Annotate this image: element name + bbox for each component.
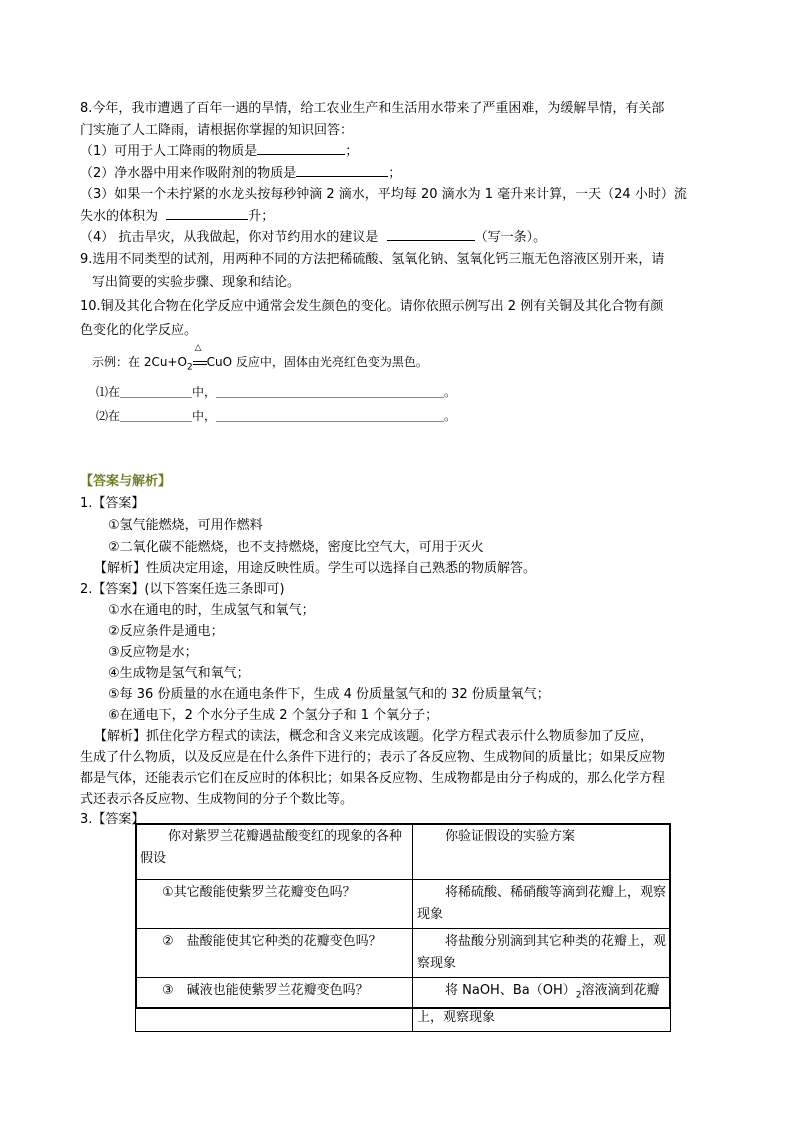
heat-triangle-icon: △ <box>194 343 202 353</box>
q8-part-4 <box>80 226 546 245</box>
table-cell-plan-3-a: 将 NaOH、Ba（OH） <box>445 983 576 998</box>
answer-2-item-6: ⑥在通电下，2 个水分子生成 2 个氢分子和 1 个氧分子； <box>108 708 439 723</box>
answer-2-item-2: ②反应条件是通电； <box>108 624 224 639</box>
answer-1-item-2: ②二氧化碳不能燃烧，也不支持燃烧，密度比空气大，可用于灭火 <box>108 540 484 555</box>
table-cell-hypothesis-2: ② 盐酸能使其它种类的花瓣变色吗？ <box>136 929 413 978</box>
q10-answer-2: ⑵在＿＿＿＿＿＿中，＿＿＿＿＿＿＿＿＿＿＿＿＿＿＿＿＿＿＿。 <box>96 409 457 423</box>
table-cell-hypothesis-1: ①其它酸能使紫罗兰花瓣变色吗？ <box>136 880 413 929</box>
answer-3-head: 3.【答案】 <box>80 812 145 827</box>
table-row <box>136 929 671 978</box>
table-cell-hypothesis-3: ③ 碱液也能使紫罗兰花瓣变色吗？ <box>136 978 413 1032</box>
q8-part-3b-end: 升； <box>248 209 275 224</box>
table-row <box>136 978 671 1032</box>
q8-part-3a: （3）如果一个未拧紧的水龙头按每秒钟滴 2 滴水，平均每 20 滴水为 1 毫升来计算，一天（24 小时）流 <box>80 187 687 202</box>
table-row <box>136 880 671 929</box>
table-cell-plan-3-b: 溶液滴到花瓣上，观察现象 <box>417 983 660 1025</box>
q9-line-2: 写出简要的实验步骤、现象和结论。 <box>92 275 301 290</box>
table-header-row <box>136 824 671 880</box>
q8-blank-2[interactable] <box>296 163 388 177</box>
hypothesis-table <box>135 823 671 1032</box>
q8-part-1-text: （1）可用于人工降雨的物质是 <box>80 144 258 159</box>
q8-line-1: 8.今年，我市遭遇了百年一遇的旱情，给工农业生产和生活用水带来了严重困难，为缓解旱情，有关部 <box>80 101 665 116</box>
q10-answer-1: ⑴在＿＿＿＿＿＿中，＿＿＿＿＿＿＿＿＿＿＿＿＿＿＿＿＿＿＿。 <box>96 385 457 399</box>
q8-part-3b-text: 失水的体积为 <box>80 209 159 224</box>
q8-part-1-end: ； <box>345 144 359 159</box>
q10-line-1: 10.铜及其化合物在化学反应中通常会发生颜色的变化。请你依照示例写出 2 例有关铜及其化合物有颜 <box>80 299 664 314</box>
q10-example-text-a: 示例：在 2Cu+O <box>92 355 187 369</box>
answer-2-item-4: ④生成物是氢气和氧气； <box>108 666 250 681</box>
table-cell-plan-3 <box>413 978 671 1032</box>
table-cell-plan-1: 将稀硫酸、稀硝酸等滴到花瓣上，观察现象 <box>413 880 671 929</box>
answer-2-analysis-1: 【解析】抓住化学方程式的读法，概念和含义来完成该题。化学方程式表示什么物质参加了反应， <box>94 729 654 744</box>
q8-line-2: 门实施了人工降雨，请根据你掌握的知识回答： <box>80 123 354 138</box>
answer-2-analysis-3: 都是气体，还能表示它们在反应时的体积比；如果各反应物、生成物都是由分子构成的，那么化学方程 <box>80 771 666 786</box>
answer-2-item-5: ⑤每 36 份质量的水在通电条件下，生成 4 份质量氢气和的 32 份质量氧气； <box>108 687 550 702</box>
q8-part-2-end: ； <box>388 166 402 181</box>
table-header-plan: 你验证假设的实验方案 <box>413 824 671 880</box>
q8-part-1 <box>80 140 358 159</box>
heating-condition-icon <box>193 343 207 369</box>
answer-2-item-3: ③反应物是水； <box>108 645 198 660</box>
q9-line-1: 9.选用不同类型的试剂，用两种不同的方法把稀硫酸、氢氧化钠、氢氧化钙三瓶无色溶液区别开来，请 <box>80 252 665 267</box>
q10-line-2: 色变化的化学反应。 <box>80 323 198 338</box>
answers-title: 【答案与解析】 <box>80 474 172 489</box>
answer-1-analysis: 【解析】性质决定用途，用途反映性质。学生可以选择自己熟悉的物质解答。 <box>94 561 537 576</box>
answer-2-analysis-2: 生成了什么物质，以及反应是在什么条件下进行的；表示了各反应物、生成物间的质量比；如果反应物 <box>80 750 666 765</box>
answer-2-analysis-4: 式还表示各反应物、生成物间的分子个数比等。 <box>80 792 354 807</box>
q8-part-4-end: （写一条）。 <box>474 230 547 245</box>
q10-example-subscript: 2 <box>186 362 193 373</box>
q8-part-2 <box>80 162 401 181</box>
table-cell-plan-3-sub: 2 <box>575 990 582 1001</box>
answer-2-item-1: ①水在通电的时，生成氢气和氧气； <box>108 603 315 618</box>
q8-blank-4[interactable] <box>387 227 475 241</box>
q8-part-4-text: （4） 抗击旱灾，从我做起，你对节约用水的建议是 <box>80 230 379 245</box>
answer-1-item-1: ①氢气能燃烧，可用作燃料 <box>108 518 263 533</box>
q10-example <box>92 343 428 373</box>
answer-2-head: 2.【答案】(以下答案任选三条即可) <box>80 582 285 597</box>
answer-1-head: 1.【答案】 <box>80 496 145 511</box>
q8-part-2-text: （2）净水器中用来作吸附剂的物质是 <box>80 166 297 181</box>
q8-part-3b <box>80 205 274 224</box>
q8-blank-3[interactable] <box>166 206 248 220</box>
table-header-hypothesis: 你对紫罗兰花瓣遇盐酸变红的现象的各种假设 <box>136 824 413 880</box>
table-cell-plan-2: 将盐酸分别滴到其它种类的花瓣上，观察现象 <box>413 929 671 978</box>
q8-blank-1[interactable] <box>257 141 345 155</box>
q10-example-text-b: CuO 反应中，固体由光亮红色变为黑色。 <box>206 355 428 369</box>
